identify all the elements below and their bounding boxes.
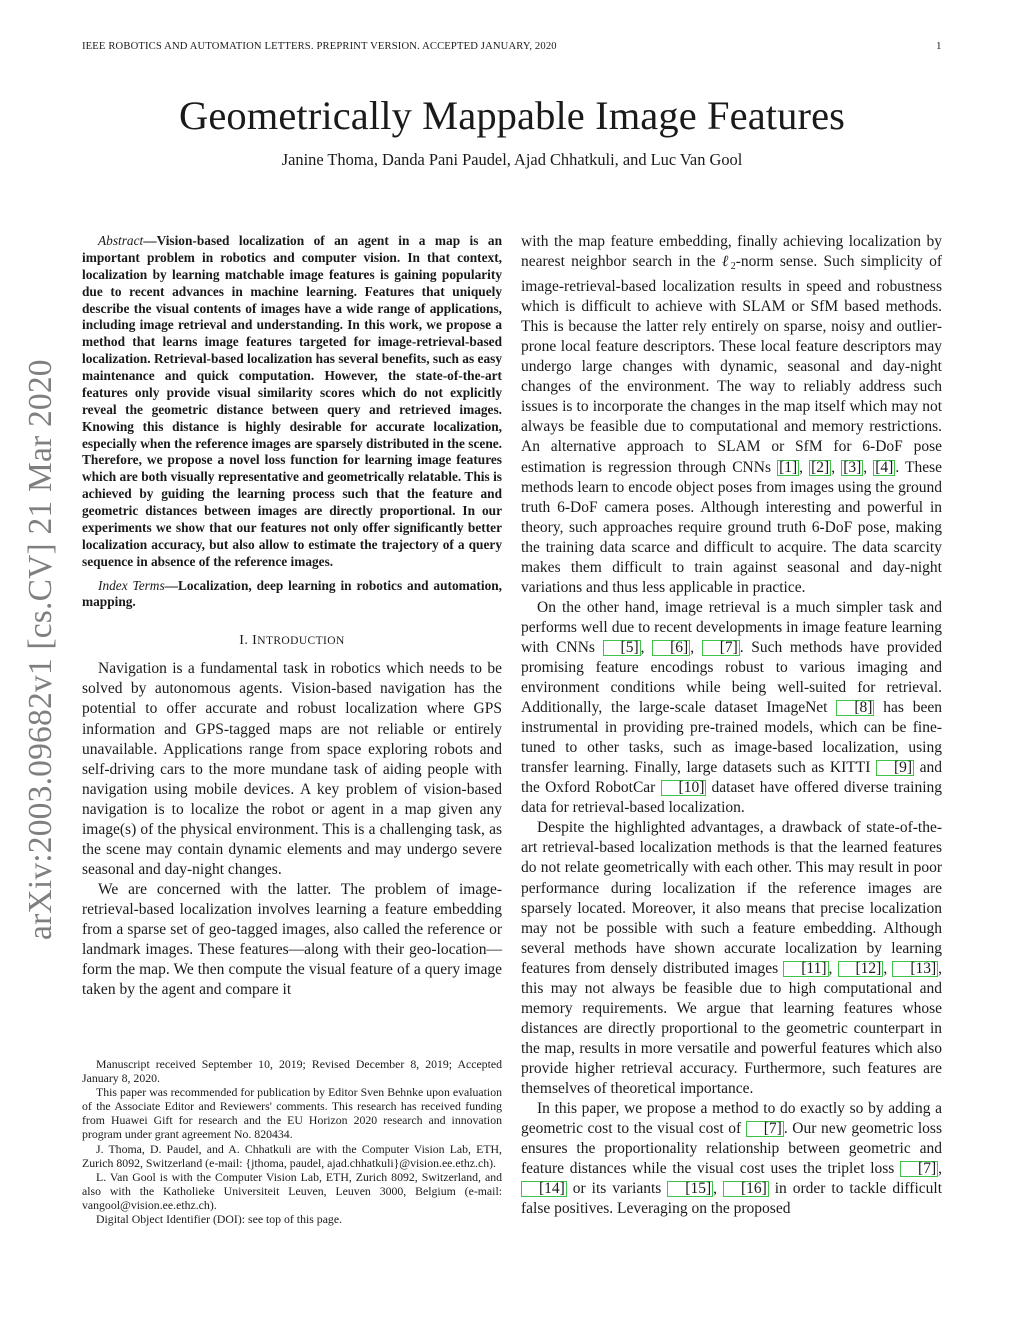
page-number: 1: [936, 40, 942, 52]
body-paragraph-4: In this paper, we propose a method to do exactly so by adding a geometric cost to the visual cost of [7] . Our new geometric loss ensures the proportionality relationship between geometric and feature distances while the visual cost uses the triplet loss [7] , [14] or its variants [15] , [16] in order to tackle difficult false positives. Leveraging on the proposed: [521, 1100, 943, 1218]
intro-paragraph-2: We are concerned with the latter. The problem of image-retrieval-based localization involves learning a feature embedding from a sparse set of geo-tagged images, also called the reference or landmark images. These features—along with their geo-location—form the map. We then compute the visual feature of a query image taken by the agent and compare it: [82, 881, 502, 999]
abstract-text: Vision-based localization of an agent in a map is an important problem in robotics and computer vision. In that context, localization by learning matchable image features is gaining popularity due to recent advances in machine learning. Features that uniquely describe the visual contents of images have a wide range of applications, including image retrieval and understanding. In this work, we propose a method that learns image features targeted for image-retrieval-based localization. Retrieval-based localization has several benefits, such as easy maintenance and quick computation. However, the state-of-the-art features only provide visual similarity scores which do not explicitly reveal the geometric distance between query and retrieved images. Knowing this distance is highly desirable for accurate localization, especially when the reference images are sparsely distributed in the scene. Therefore, we propose a novel loss function for learning image features which are both visually representative and geometrically relatable. This is achieved by guiding the learning process such that the feature and geometric distances between images are directly proportional. In our experiments we show that our features not only offer significantly better localization accuracy, but also allow to estimate the trajectory of a query sequence in absence of the reference images.: [82, 233, 502, 569]
section-heading-introduction: [82, 633, 502, 649]
citation-link[interactable]: [7]: [746, 1121, 784, 1137]
citation-link[interactable]: [2]: [811, 458, 830, 476]
citation-link[interactable]: [1]: [779, 458, 798, 476]
citation-link[interactable]: [16]: [723, 1181, 769, 1197]
right-column: [521, 232, 942, 1219]
citation-link[interactable]: [13]: [892, 961, 938, 977]
citation-link[interactable]: [3]: [843, 458, 862, 476]
abstract-label: Abstract: [98, 233, 144, 248]
ell-symbol: ℓ: [721, 253, 731, 271]
left-column: [82, 233, 502, 1000]
footnote-affiliation-1: J. Thoma, D. Paudel, and A. Chhatkuli are with the Computer Vision Lab, ETH, Zurich 8092, Switzerland (e-mail: {jthoma, paudel, ajad.chhatkuli}@vision.ee.ethz.ch).: [82, 1141, 502, 1170]
section-title-initial: I: [252, 633, 258, 649]
index-terms-label: Index Terms: [98, 577, 165, 593]
footnote-affiliation-2: L. Van Gool is with the Computer Vision Lab, ETH, Zurich 8092, Switzerland, and also with the Katholieke Universiteit Leuven, Leuven 3000, Belgium (e-mail: vangool@vision.ee.ethz.ch).: [82, 1169, 502, 1212]
citation-link[interactable]: [4]: [875, 458, 894, 476]
citation-link[interactable]: [6]: [652, 640, 690, 656]
abstract: Abstract—Vision-based localization of an agent in a map is an important problem in robotics and computer vision. In that context, localization by learning matchable image features is gaining popularity due to recent advances in machine learning. Features that uniquely describe the visual contents of images have a wide range of applications, including image retrieval and understanding. In this work, we propose a method that learns image features targeted for image-retrieval-based localization. Retrieval-based localization has several benefits, such as easy maintenance and quick computation. However, the state-of-the-art features only provide visual similarity scores which do not explicitly reveal the geometric distance between query and retrieved images. Knowing this distance is highly desirable for accurate localization, especially when the reference images are sparsely distributed in the scene. Therefore, we propose a novel loss function for learning image features which are both visually representative and geometrically relatable. This is achieved by guiding the learning process such that the feature and geometric distances between images are directly proportional. In our experiments we show that our features not only offer significantly better localization accuracy, but also allow to estimate the trajectory of a query sequence in absence of the reference images.: [82, 233, 502, 569]
citation-link[interactable]: [10]: [661, 780, 707, 796]
citation-link[interactable]: [5]: [603, 640, 641, 656]
citation-link[interactable]: [15]: [667, 1181, 713, 1197]
body-paragraph-3: Despite the highlighted advantages, a drawback of state-of-the-art retrieval-based localization methods is that the learned features do not relate geometrically with each other. This may result in poor performance during localization if the reference images are sparsely located. Moreover, it also means that precise localization may not be possible with such a feature embedding. Although several methods have shown accurate localization by learning features from densely distributed images [11] , [12] , [13] , this may not always be feasible due to high computational and memory requirements. We argue that learning features whose distances are directly proportional to the geometric counterpart in the map, results in more versatile and powerful features which also provide higher retrieval accuracy. Furthermore, such features are themselves of theoretical importance.: [521, 819, 943, 1097]
citation-link[interactable]: [11]: [783, 961, 828, 977]
running-header: IEEE ROBOTICS AND AUTOMATION LETTERS. PREPRINT VERSION. ACCEPTED JANUARY, 2020: [82, 41, 557, 52]
subscript-2: 2: [730, 261, 736, 273]
section-number: I.: [239, 633, 249, 649]
citation-link[interactable]: [14]: [521, 1181, 567, 1197]
index-terms: Index Terms—Localization, deep learning in robotics and automation, mapping.: [82, 577, 502, 610]
body-paragraph-1: with the map feature embedding, finally achieving localization by nearest neighbor search in the ℓ$_2$-norm sense. Such simplicity of image-retrieval-based localization results in speed and robustness which is difficult to achieve with SLAM or SfM based methods. This is because the latter rely entirely on sparse, noisy and outlier-prone local feature descriptors. These local feature descriptors may undergo large changes with dynamic, seasonal and day-night changes of the environment. The way to reliably address such issues is to incorporate the changes in the map itself which may not always be feasible due to computational and memory restrictions. An alternative approach to SLAM or SfM for 6-DoF pose estimation is regression through CNNs [1] , [2] , [3] , [4] . These methods learn to encode object poses from images using the ground truth 6-DoF camera poses. Although interesting and powerful in theory, such approaches require ground truth 6-DoF pose, making the training data scarce and difficult to acquire. The data scarcity makes them difficult to train against seasonal and day-night variations and thus less applicable in practice.: [521, 233, 943, 596]
footnote-manuscript: Manuscript received September 10, 2019; Revised December 8, 2019; Accepted January 8, 2020.: [82, 1057, 502, 1086]
intro-paragraph-1: Navigation is a fundamental task in robotics which needs to be solved by autonomous agents. Vision-based navigation has the potential to offer accurate and robust localization where GPS information and GPS-tagged maps are not reliable or entirely unavailable. Applications range from space exploring robots and self-driving cars to the more mundane task of aiding people with navigation using mobile devices. A key problem of vision-based navigation is to localize the robot or agent in a map given any image(s) of the physical environment. This is a challenging task, as the scene may contain dynamic elements and may undergo severe seasonal and day-night changes.: [82, 660, 502, 878]
footnotes: [82, 1057, 502, 1226]
citation-link[interactable]: [9]: [876, 760, 914, 776]
footnote-funding: This paper was recommended for publication by Editor Sven Behnke upon evaluation of the Associate Editor and Reviewers' comments. This research has received funding from Huawei Gift for research and the EU Horizon 2020 research and innovation program under grant agreement No. 820434.: [82, 1085, 502, 1142]
citation-link[interactable]: [8]: [836, 700, 874, 716]
citation-link[interactable]: [7]: [900, 1161, 938, 1177]
citation-link[interactable]: [12]: [838, 961, 884, 977]
body-paragraph-2: On the other hand, image retrieval is a much simpler task and performs well due to recent developments in image feature learning with CNNs [5] , [6] , [7] . Such methods have provided promising feature encodings robust to various imaging and environment conditions while being well-suited for retrieval. Additionally, the large-scale dataset ImageNet [8] has been instrumental in providing pre-trained models, which can be fine-tuned to other tasks, such as image-based localization, using transfer learning. Finally, large datasets such as KITTI [9] and the Oxford RobotCar [10] dataset have offered diverse training data for retrieval-based localization.: [521, 598, 943, 817]
index-terms-text: Localization, deep learning in robotics and automation, mapping.: [82, 577, 502, 610]
paper-title: Geometrically Mappable Image Features: [178, 93, 846, 138]
arxiv-stamp: arXiv:2003.09682v1 [cs.CV] 21 Mar 2020: [22, 359, 59, 940]
section-title-rest: NTRODUCTION: [257, 635, 345, 648]
author-list: Janine Thoma, Danda Pani Paudel, Ajad Chhatkuli, and Luc Van Gool: [281, 150, 743, 169]
footnote-doi: Digital Object Identifier (DOI): see top of this page.: [96, 1212, 343, 1227]
citation-link[interactable]: [7]: [702, 640, 740, 656]
